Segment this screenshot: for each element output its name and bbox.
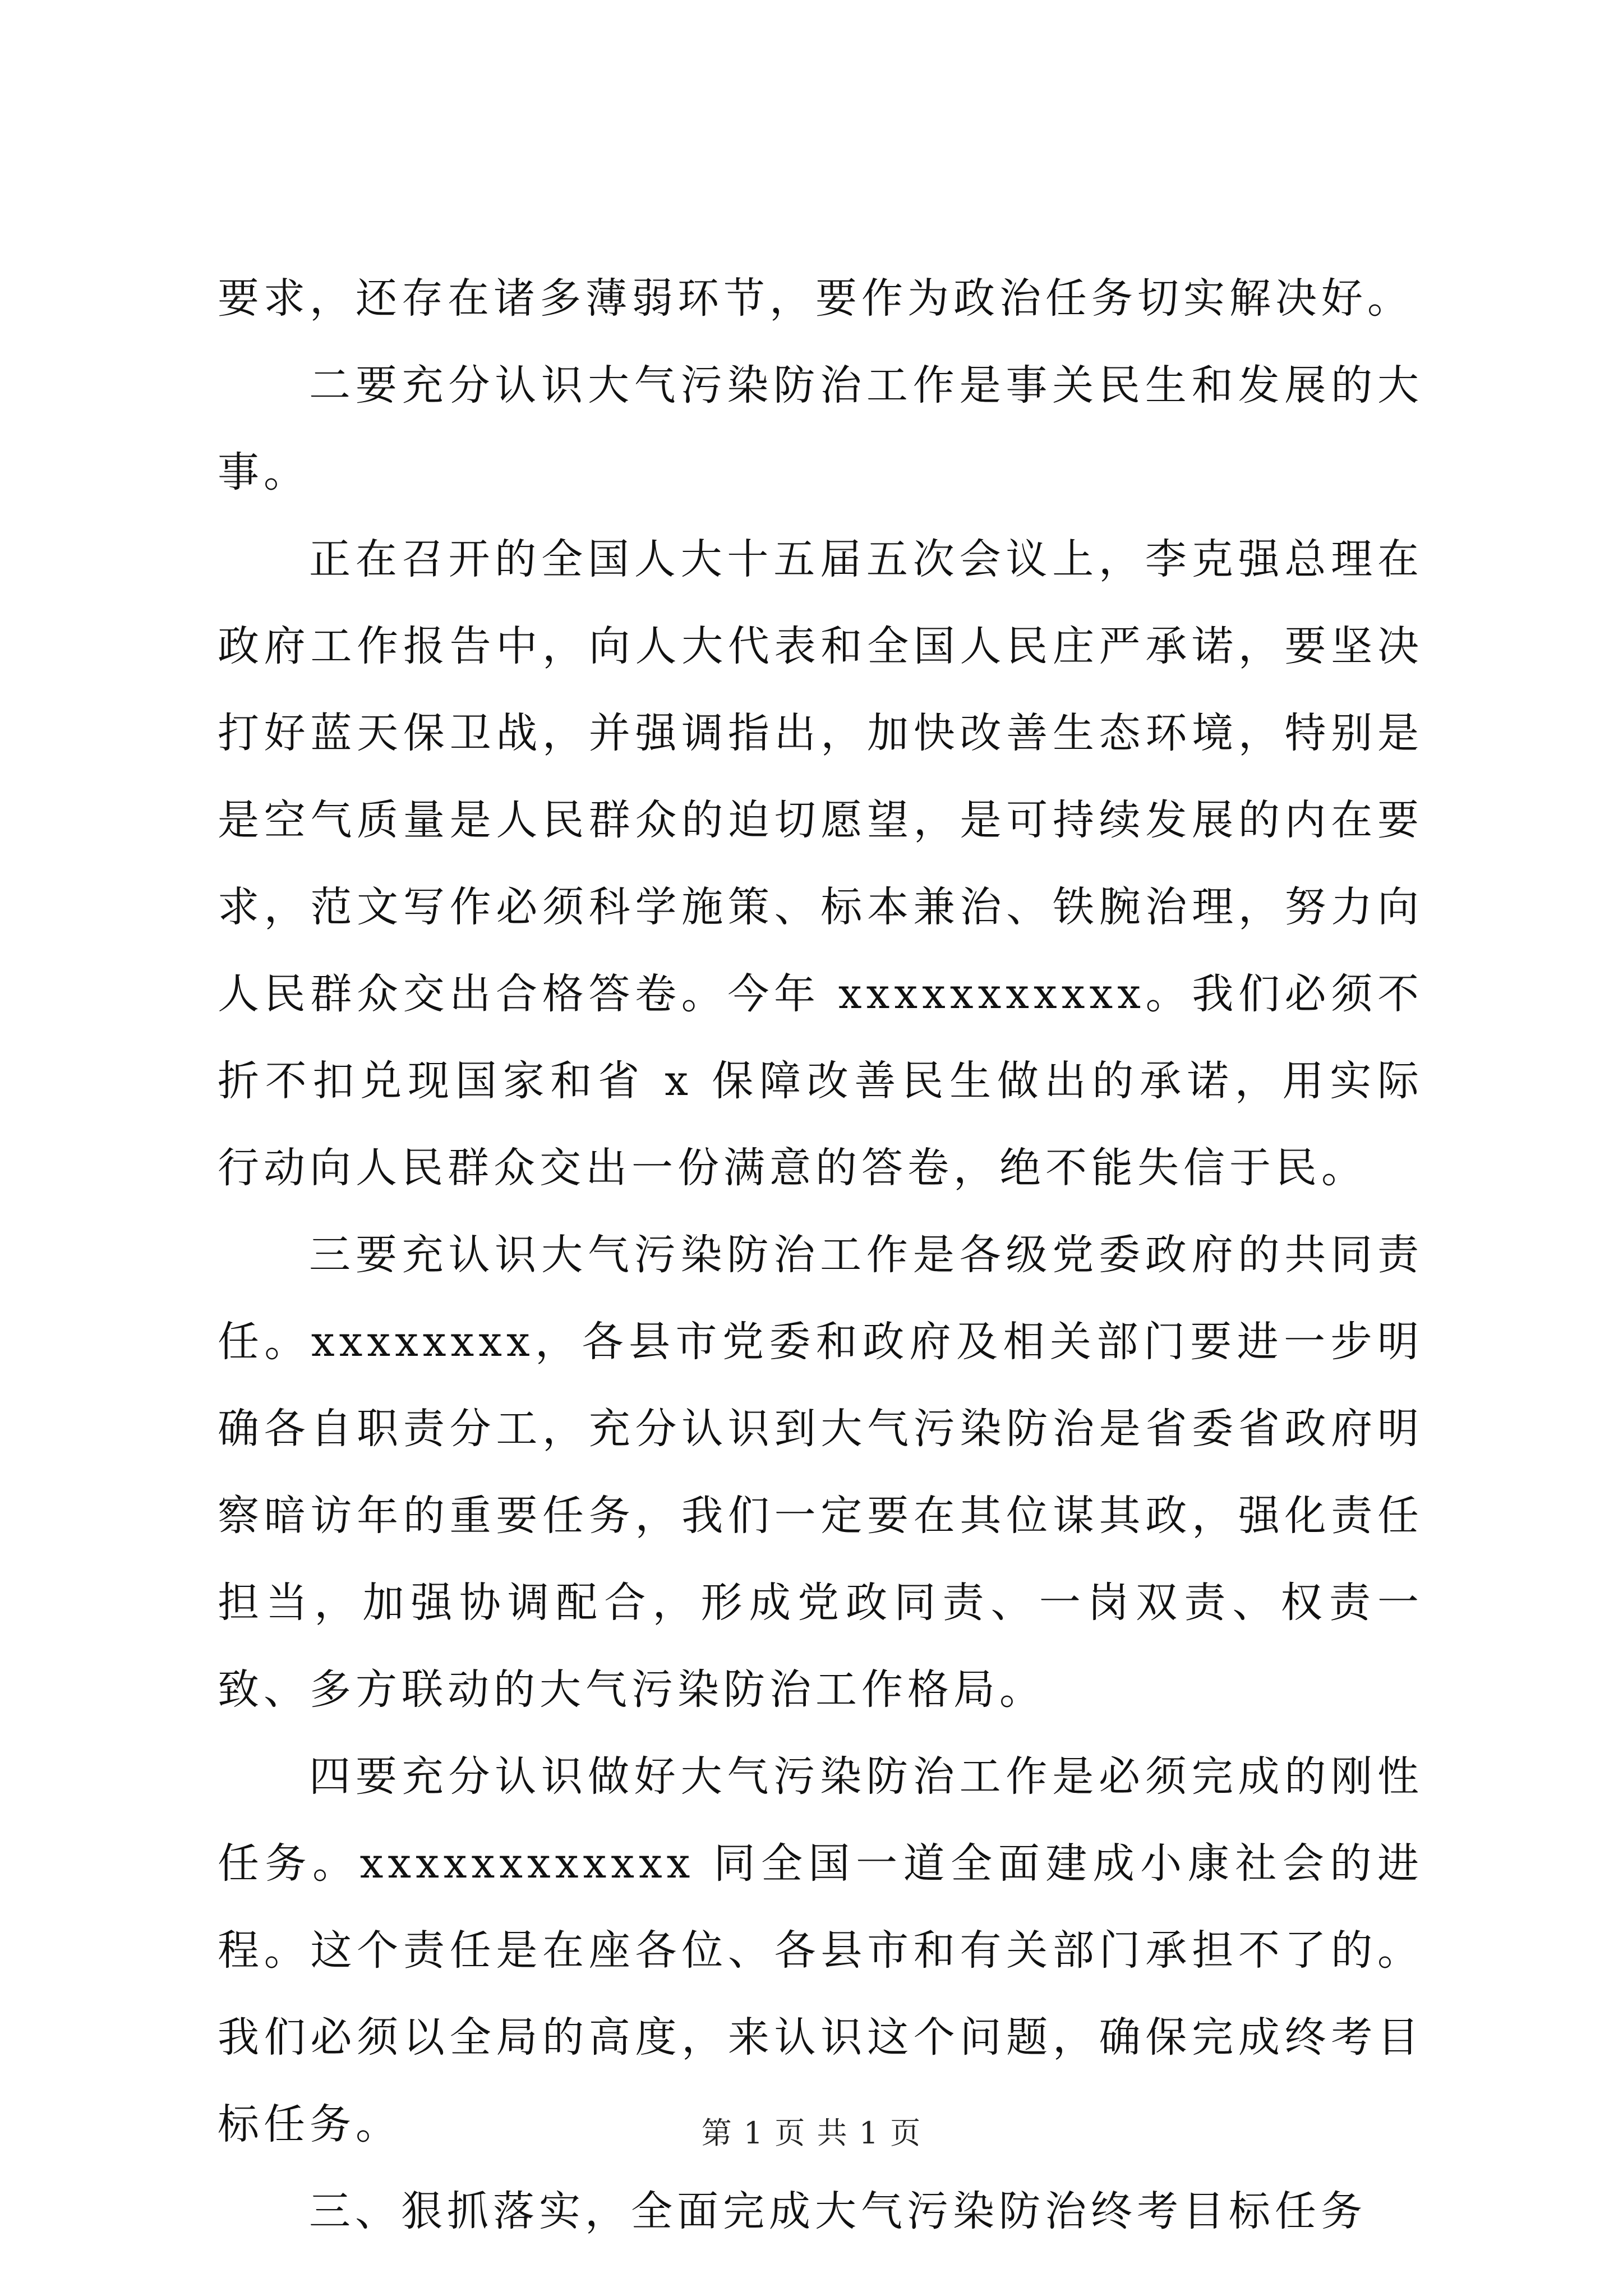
document-body	[218, 255, 1423, 2255]
paragraph-point-two-heading: 二要充分认识大气污染防治工作是事关民生和发展的大事。	[218, 361, 1423, 496]
paragraph-point-three: 三要充认识大气污染防治工作是各级党委政府的共同责任。xxxxxxxx，各县市党委和政府及相关部门要进一步明确各自职责分工，充分认识到大气污染防治是省委省政府明察暗访年的重要任务，我们一定要在其位谋其政，强化责任担当，加强协调配合，形成党政同责、一岗双责、权责一致、多方联动的大气污染防治工作格局。	[218, 1231, 1423, 1714]
page-number-footer: 第 1 页 共 1 页	[701, 2115, 922, 2151]
paragraph-continuation: 要求，还存在诸多薄弱环节，要作为政治任务切实解决好。	[218, 274, 1413, 323]
paragraph-government-report: 正在召开的全国人大十五届五次会议上，李克强总理在政府工作报告中，向人大代表和全国人民庄严承诺，要坚决打好蓝天保卫战，并强调指出，加快改善生态环境，特别是是空气质量是人民群众的迫切愿望，是可持续发展的内在要求，范文写作必须科学施策、标本兼治、铁腕治理，努力向人民群众交出合格答卷。今年 xxxxxxxxxxx。我们必须不折不扣兑现国家和省 x 保障改善民生做出的承诺，用实际行动向人民群众交出一份满意的答卷，绝不能失信于民。	[218, 535, 1423, 1192]
section-heading-three: 三、狠抓落实，全面完成大气污染防治终考目标任务	[309, 2187, 1367, 2235]
paragraph-point-four: 四要充分认识做好大气污染防治工作是必须完成的刚性任务。xxxxxxxxxxxx 同全国一道全面建成小康社会的进程。这个责任是在座各位、各县市和有关部门承担不了的。我们必须以全局的高度，来认识这个问题，确保完成终考目标任务。	[218, 1752, 1423, 2148]
